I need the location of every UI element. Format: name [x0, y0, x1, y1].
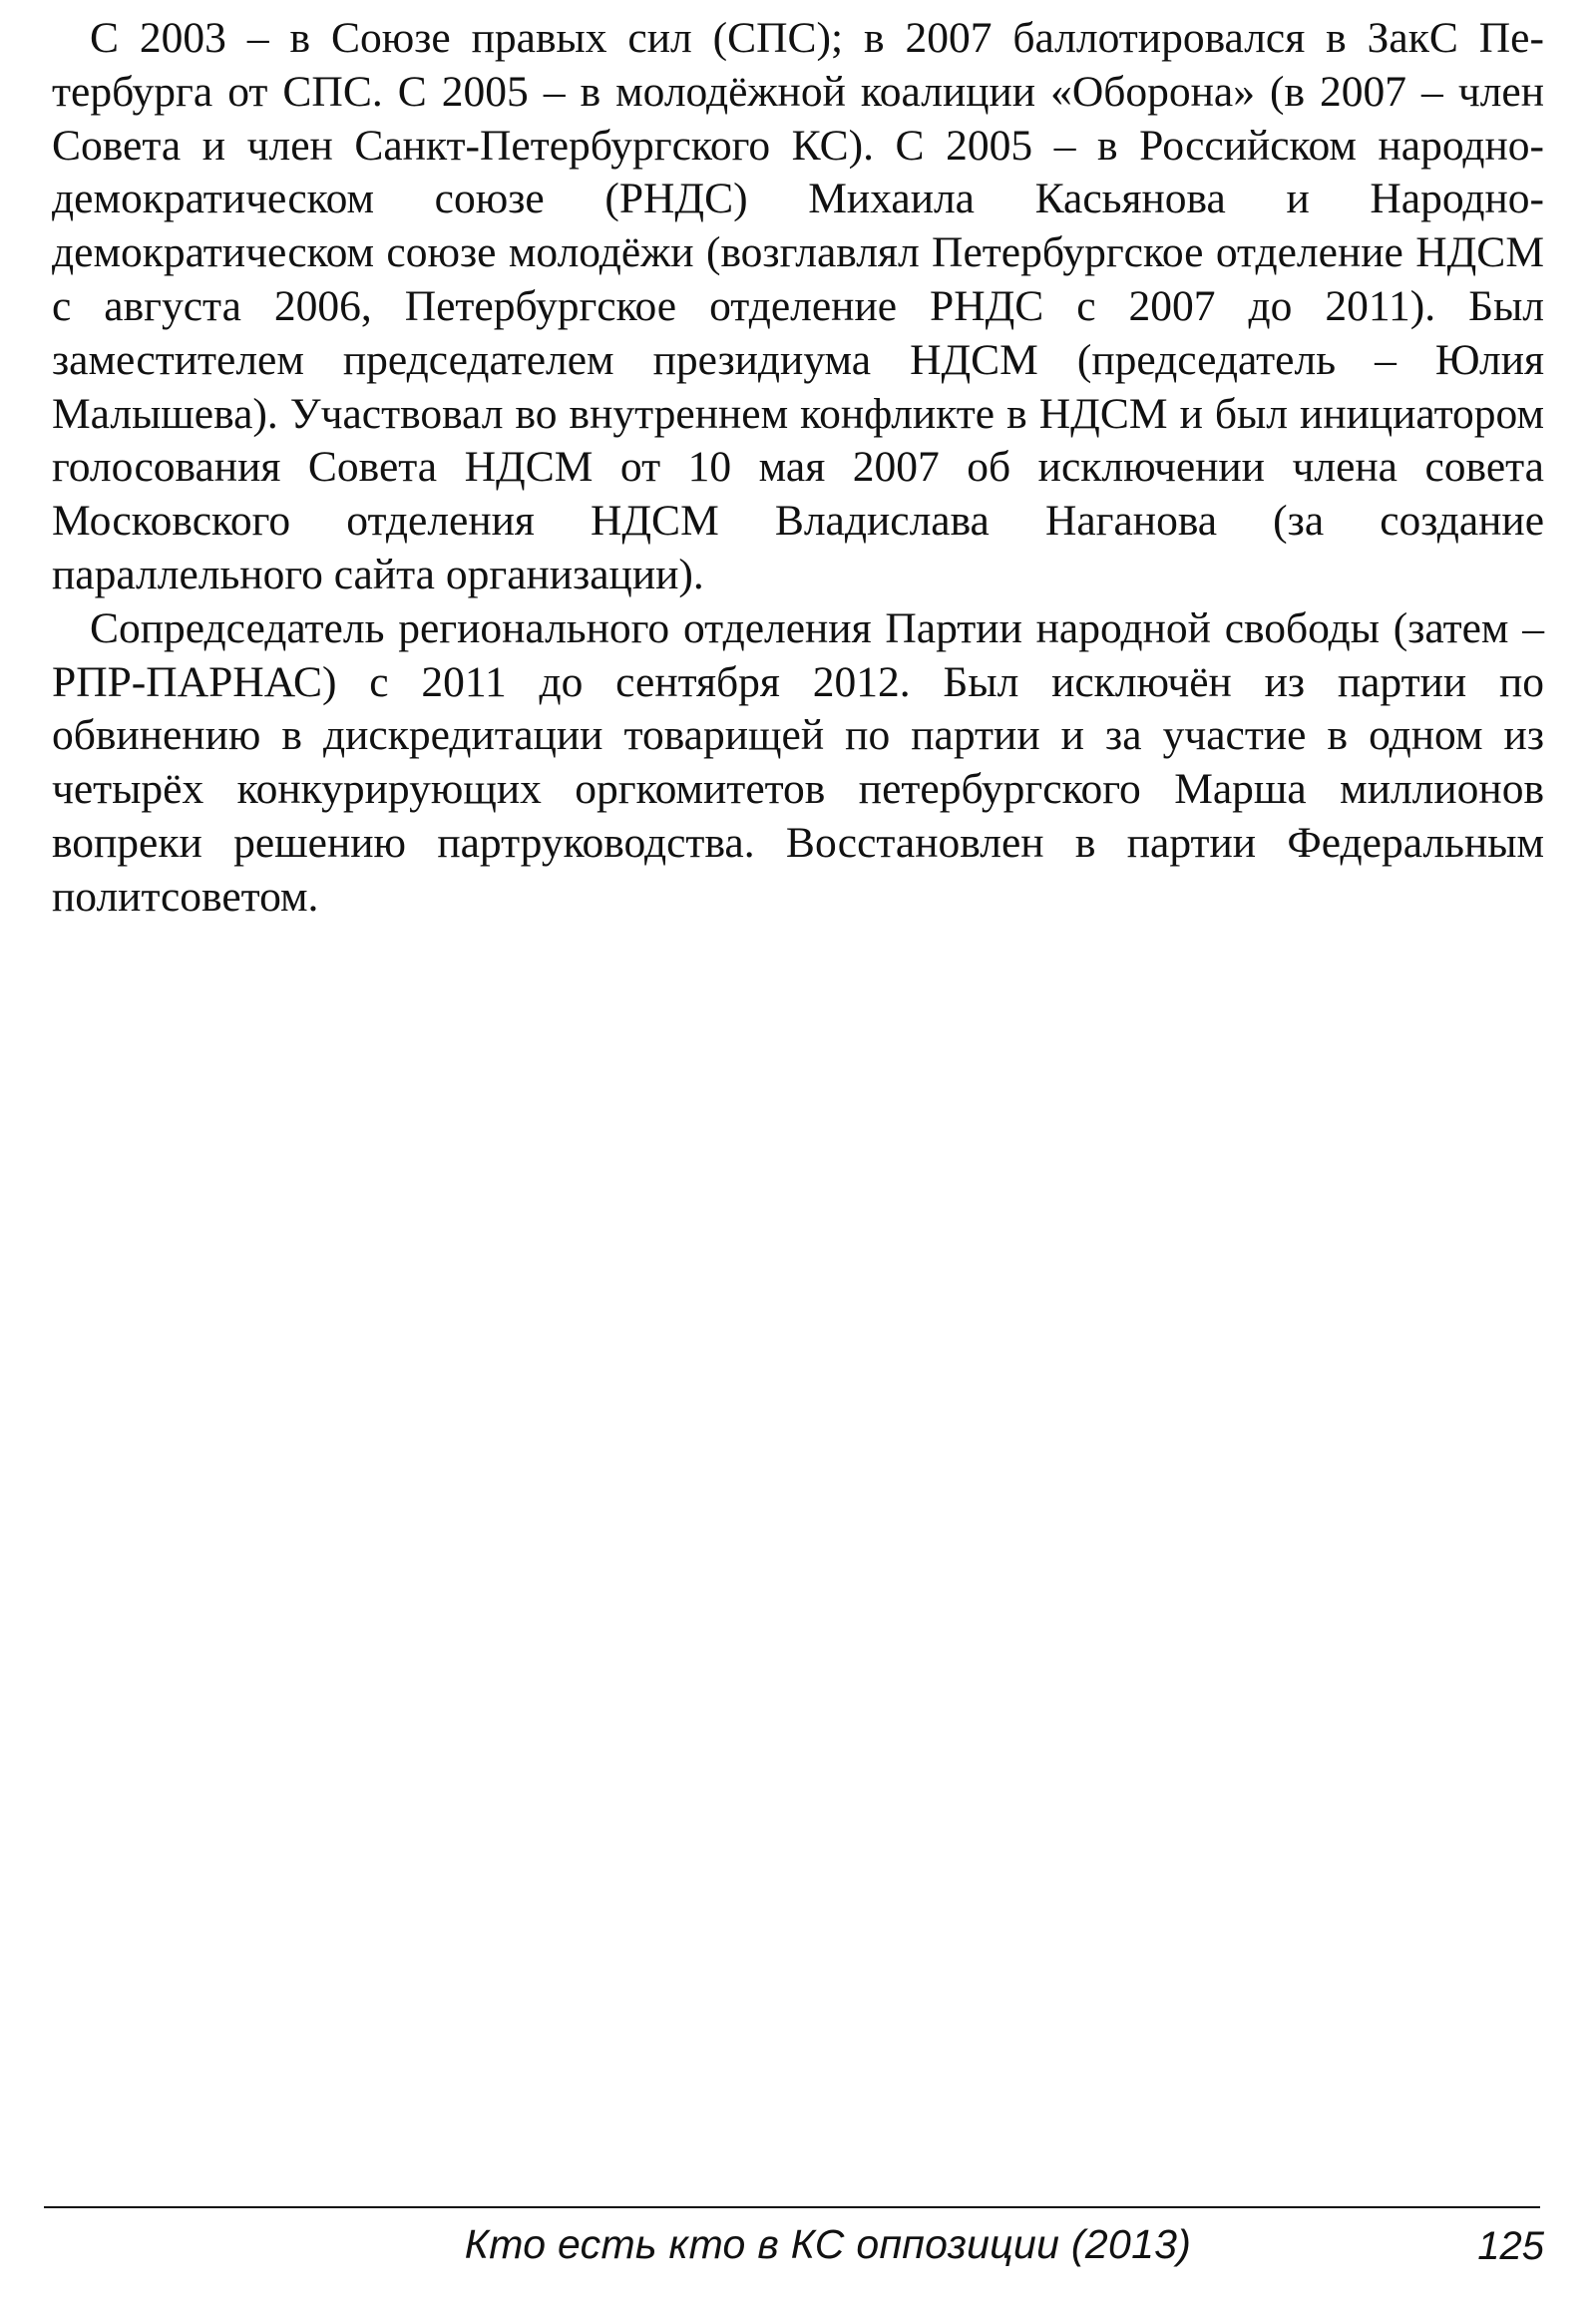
running-footer [0, 2216, 1596, 2272]
page-number: 125 [1477, 2224, 1544, 2268]
paragraph-2: Сопредседатель регионального отделения Партии народной свободы (затем – РПР-ПАРНАС) с 2011 до сентября 2012. Был исключён из партии по обвинению в дискредитации товарищей по партии и за участие в одном из четырёх конкурирующих оргкомитетов петербургского Марша миллионов вопреки решению партруководства. Восстановлен в партии Федеральным политсоветом. [52, 603, 1544, 921]
footer-divider [44, 2206, 1540, 2208]
paragraph-1: С 2003 – в Союзе правых сил (СПС); в 2007 баллотировался в ЗакС Петербурга от СПС. С 2005 – в молодёжной коалиции «Оборона» (в 2007 – член Совета и член Санкт-Петербургского КС). С 2005 – в Российском народно-демократическом союзе (РНДС) Михаила Касьянова и Народно-демократическом союзе молодёжи (возглавлял Петербургское отделение НДСМ с августа 2006, Петербургское отделение РНДС с 2007 до 2011). Был заместителем председателем президиума НДСМ (председатель – Юлия Малышева). Участвовал во внутреннем конфликте в НДСМ и был инициатором голосования Совета НДСМ от 10 мая 2007 об исключении члена совета Московского отделения НДСМ Владислава Наганова (за создание параллельного сайта организации). [52, 14, 1544, 598]
body-text [52, 12, 1544, 925]
book-title: Кто есть кто в КС оппозиции (2013) [464, 2221, 1192, 2267]
